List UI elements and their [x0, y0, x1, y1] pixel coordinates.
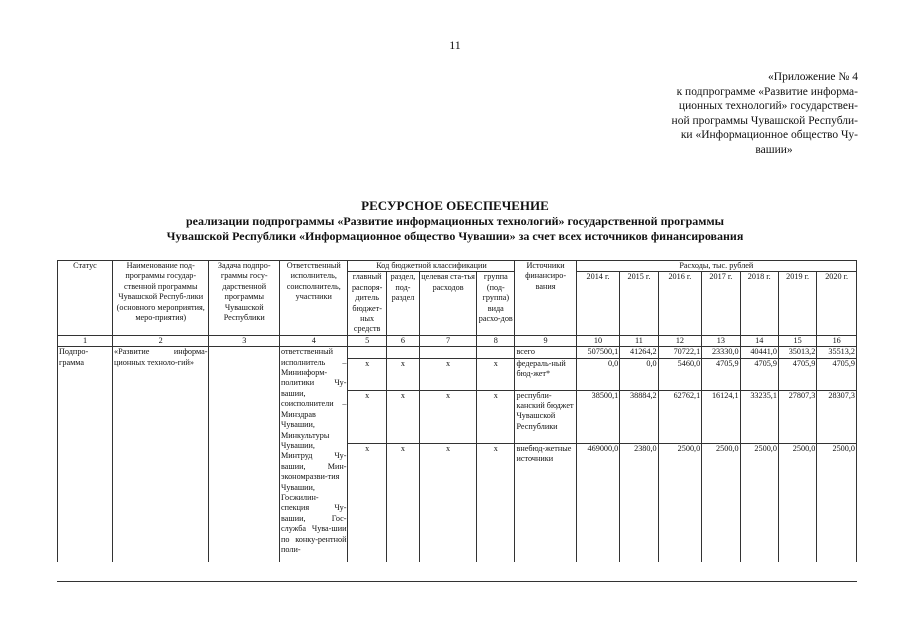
- column-number: 5: [348, 335, 386, 346]
- code-x-cell: x: [477, 390, 515, 443]
- code-x-cell: x: [386, 390, 419, 443]
- header-task: Задача подпро-граммы госу-дарственной программы Чувашской Республики: [209, 261, 280, 336]
- code-x-cell: x: [420, 358, 477, 390]
- table-bottom-edge: [57, 581, 857, 582]
- value-cell: 40441,0: [740, 347, 778, 358]
- value-cell: 4705,9: [740, 358, 778, 390]
- value-cell: 41264,2: [620, 347, 658, 358]
- header-year: 2016 г.: [658, 272, 702, 335]
- source-cell: всего: [515, 347, 576, 358]
- status-cell: Подпро-грамма: [58, 347, 113, 562]
- appendix-line: ной программы Чувашской Республи-: [671, 114, 858, 127]
- header-budget-code: Код бюджетной классификации: [348, 261, 515, 272]
- code-cell: [477, 347, 515, 358]
- source-cell: федераль-ный бюд-жет*: [515, 358, 576, 390]
- value-cell: 4705,9: [817, 358, 857, 390]
- value-cell: 35013,2: [778, 347, 816, 358]
- page-number: 11: [449, 38, 461, 52]
- column-number: 11: [620, 335, 658, 346]
- column-number: 3: [209, 335, 280, 346]
- value-cell: 5460,0: [658, 358, 702, 390]
- column-number: 6: [386, 335, 419, 346]
- value-cell: 70722,1: [658, 347, 702, 358]
- header-group: группа (под-группа) вида расхо-дов: [477, 272, 515, 335]
- code-x-cell: x: [386, 443, 419, 562]
- header-year: 2017 г.: [702, 272, 740, 335]
- column-number: 8: [477, 335, 515, 346]
- appendix-line: ционных технологий» государствен-: [678, 100, 858, 112]
- source-cell: республи-канский бюджет Чувашской Республики: [515, 390, 576, 443]
- value-cell: 2500,0: [702, 443, 740, 562]
- subprogram-name-cell: «Развитие информа-ционных техноло-гий»: [112, 347, 208, 562]
- value-cell: 2500,0: [778, 443, 816, 562]
- code-x-cell: x: [477, 358, 515, 390]
- code-x-cell: x: [386, 358, 419, 390]
- value-cell: 2500,0: [740, 443, 778, 562]
- value-cell: 62762,1: [658, 390, 702, 443]
- header-grbs: главный распоря-дитель бюджет-ных средств: [348, 272, 386, 335]
- header-status: Статус: [58, 261, 113, 336]
- value-cell: 16124,1: [702, 390, 740, 443]
- resource-table: [57, 260, 857, 562]
- value-cell: 2500,0: [817, 443, 857, 562]
- code-x-cell: x: [420, 390, 477, 443]
- value-cell: 507500,1: [576, 347, 620, 358]
- code-cell: [420, 347, 477, 358]
- column-number-row: [58, 335, 857, 346]
- value-cell: 38500,1: [576, 390, 620, 443]
- value-cell: 2500,0: [658, 443, 702, 562]
- header-year: 2019 г.: [778, 272, 816, 335]
- header-year: 2015 г.: [620, 272, 658, 335]
- code-x-cell: x: [348, 443, 386, 562]
- header-responsible: Ответственный исполнитель, соисполнитель, участники: [280, 261, 348, 336]
- value-cell: 33235,1: [740, 390, 778, 443]
- column-number: 4: [280, 335, 348, 346]
- value-cell: 2380,0: [620, 443, 658, 562]
- column-number: 1: [58, 335, 113, 346]
- header-year: 2014 г.: [576, 272, 620, 335]
- value-cell: 27807,3: [778, 390, 816, 443]
- header-name: Наименование под-программы государ-ственной программы Чувашской Респуб-лики (основного мероприятия, меро-приятия): [112, 261, 208, 336]
- column-number: 7: [420, 335, 477, 346]
- document-title: [40, 198, 870, 244]
- column-number: 16: [817, 335, 857, 346]
- code-x-cell: x: [420, 443, 477, 562]
- value-cell: 469000,0: [576, 443, 620, 562]
- appendix-line: ки «Информационное общество Чу-: [680, 129, 858, 141]
- code-cell: [348, 347, 386, 358]
- code-x-cell: x: [348, 390, 386, 443]
- appendix-note: [600, 70, 858, 157]
- source-cell: внебюд-жетные источники: [515, 443, 576, 562]
- column-number: 2: [112, 335, 208, 346]
- column-number: 10: [576, 335, 620, 346]
- task-cell: [209, 347, 280, 562]
- header-year: 2018 г.: [740, 272, 778, 335]
- value-cell: 28307,3: [817, 390, 857, 443]
- value-cell: 0,0: [620, 358, 658, 390]
- header-section: раздел, под-раздел: [386, 272, 419, 335]
- value-cell: 23330,0: [702, 347, 740, 358]
- appendix-line: вашии»: [755, 143, 793, 156]
- responsible-cell: ответственный исполнитель – Мининформ-политики Чу-вашии, соисполнители – Минздрав Чувашии, Минкультуры Чувашии, Минтруд Чу-вашии, Мин-экономразви-тия Чувашии, Госжилин-спекция Чу-вашии, Гос-служба Чува-шии по конку-рентной поли-: [280, 347, 348, 562]
- column-number: 12: [658, 335, 702, 346]
- value-cell: 4705,9: [778, 358, 816, 390]
- column-number: 13: [702, 335, 740, 346]
- column-number: 14: [740, 335, 778, 346]
- column-number: 15: [778, 335, 816, 346]
- header-expenses: Расходы, тыс. рублей: [576, 261, 856, 272]
- title-line-2: реализации подпрограммы «Развитие информационных технологий» государственной программы: [185, 214, 725, 228]
- title-line-1: РЕСУРСНОЕ ОБЕСПЕЧЕНИЕ: [361, 198, 549, 213]
- table-row: [58, 347, 857, 358]
- code-x-cell: x: [477, 443, 515, 562]
- value-cell: 35513,2: [817, 347, 857, 358]
- value-cell: 0,0: [576, 358, 620, 390]
- value-cell: 4705,9: [702, 358, 740, 390]
- appendix-line: «Приложение № 4: [768, 71, 858, 83]
- appendix-line: к подпрограмме «Развитие информа-: [676, 85, 858, 98]
- header-year: 2020 г.: [817, 272, 857, 335]
- header-sources: Источники финансиро-вания: [515, 261, 576, 336]
- column-number: 9: [515, 335, 576, 346]
- title-line-3: Чувашской Республики «Информационное общество Чувашии» за счет всех источников финансирования: [166, 229, 744, 243]
- code-x-cell: x: [348, 358, 386, 390]
- code-cell: [386, 347, 419, 358]
- value-cell: 38884,2: [620, 390, 658, 443]
- header-target: целевая ста-тья расходов: [420, 272, 477, 335]
